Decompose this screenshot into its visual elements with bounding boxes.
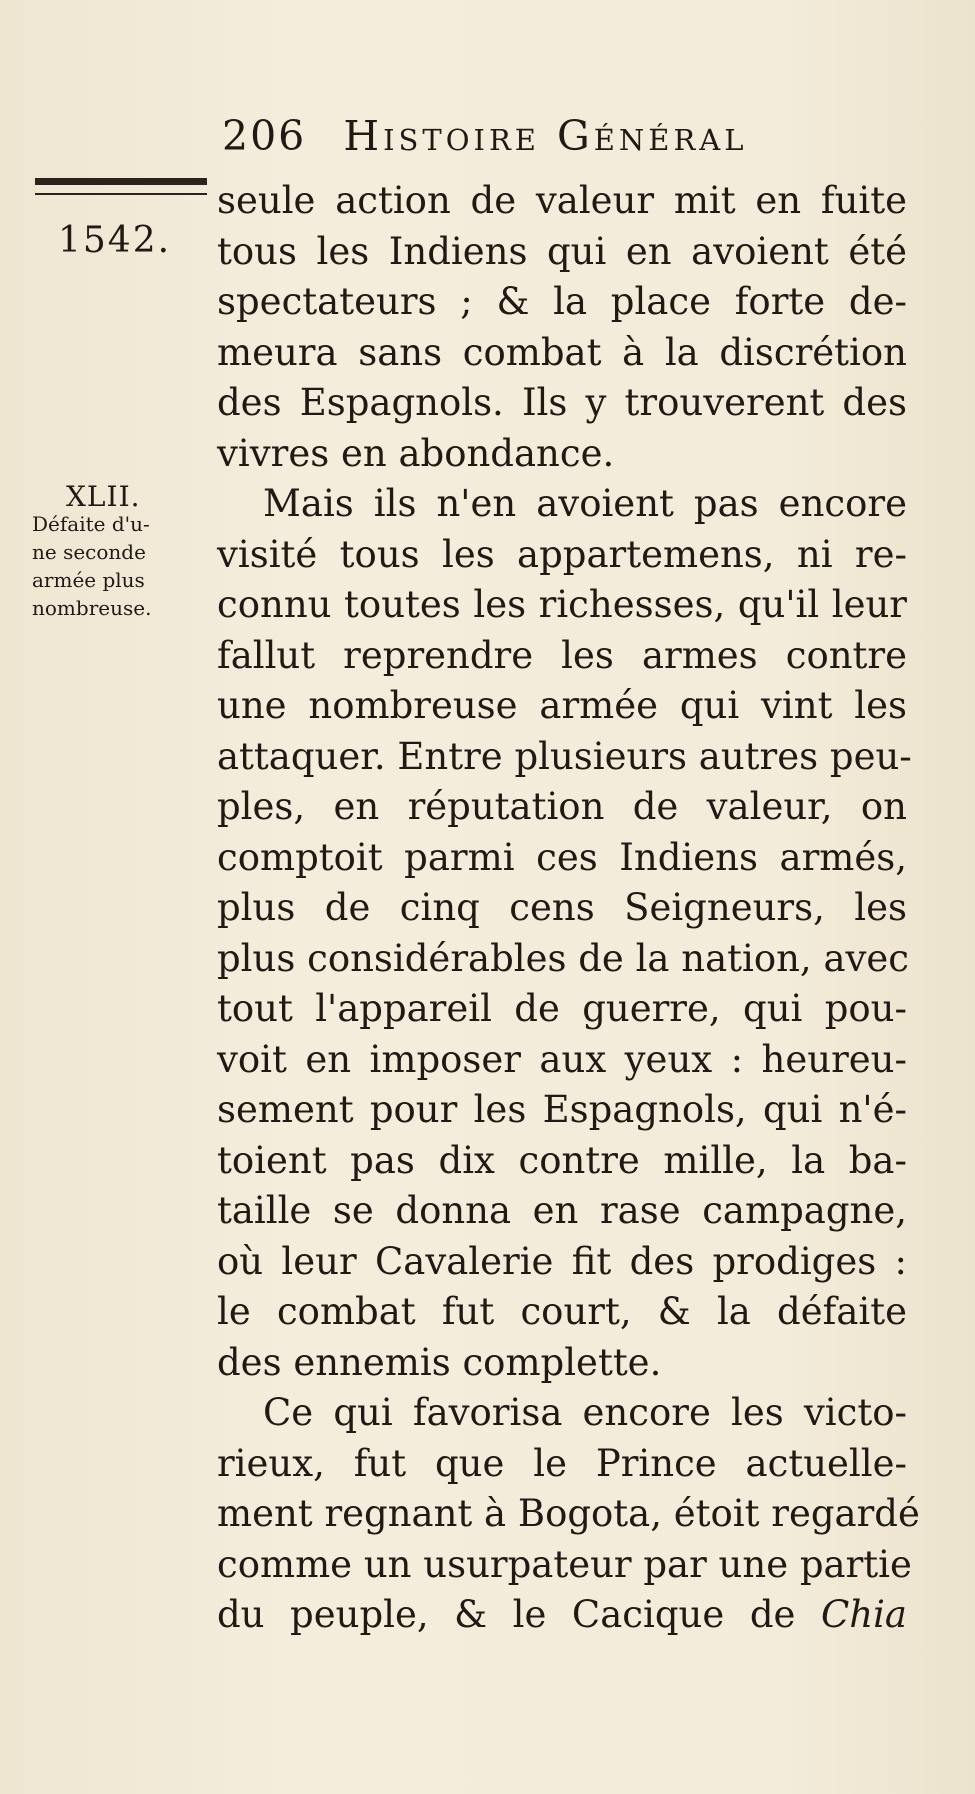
thin-rule — [35, 193, 207, 195]
text-line: comme un usurpateur par une partie — [217, 1542, 912, 1586]
text-line: rieux, fut que le Prince actuelle- — [217, 1441, 907, 1485]
margin-rule — [35, 178, 207, 198]
text-line: seule action de valeur mit en fuite — [217, 179, 907, 222]
text-line: visité tous les appartemens, ni re- — [217, 532, 907, 576]
text-line: toient pas dix contre mille, la ba- — [217, 1138, 907, 1182]
body-text — [217, 176, 920, 1641]
text-line: tous les Indiens qui en avoient été — [217, 229, 907, 273]
text-line: comptoit parmi ces Indiens armés, — [217, 835, 907, 879]
margin-note — [32, 510, 212, 622]
text-line: ment regnant à Bogota, étoit regardé — [217, 1492, 920, 1535]
text-line: Ce qui favorisa encore les victo- — [263, 1391, 907, 1434]
margin-note-line: armée plus — [32, 568, 145, 592]
margin-year: 1542. — [58, 220, 172, 261]
text-line: où leur Cavalerie fit des prodiges : — [217, 1239, 907, 1283]
text-line: plus considérables de la nation, avec — [217, 936, 910, 980]
text-line: sement pour les Espagnols, qui n'é- — [217, 1088, 907, 1131]
text-line: attaquer. Entre plusieurs autres peu- — [217, 734, 912, 778]
text-line: spectateurs ; & la place forte de- — [217, 280, 907, 323]
final-line-italic: Chia — [820, 1593, 907, 1636]
text-line: vivres en abondance. — [217, 431, 615, 475]
text-line: fallut reprendre les armes contre — [217, 633, 907, 677]
text-line: connu toutes les richesses, qu'il leur — [217, 583, 907, 626]
page-number: 206 — [222, 112, 307, 160]
text-line: des ennemis complette. — [217, 1340, 662, 1384]
text-line: le combat fut court, & la défaite — [217, 1290, 907, 1333]
text-line: plus de cinq cens Seigneurs, les — [217, 886, 907, 929]
running-title: Histoire Général — [343, 112, 748, 160]
margin-note-line: ne seconde — [32, 540, 146, 564]
text-line: voit en imposer aux yeux : heureu- — [217, 1037, 907, 1081]
text-line-final — [217, 1590, 907, 1641]
text-line: tout l'appareil de guerre, qui pou- — [217, 987, 907, 1030]
final-line-text: du peuple, & le Cacique de — [217, 1593, 796, 1636]
text-line: des Espagnols. Ils y trouverent des — [217, 381, 907, 424]
margin-note-line: nombreuse. — [32, 596, 152, 620]
text-line: ples, en réputation de valeur, on — [217, 785, 907, 828]
margin-note-line: Défaite d'u- — [32, 512, 150, 536]
text-line: taille se donna en rase campagne, — [217, 1189, 907, 1232]
running-head — [222, 112, 922, 160]
section-number: XLII. — [66, 480, 141, 513]
text-line: une nombreuse armée qui vint les — [217, 684, 907, 727]
thick-rule — [35, 178, 207, 185]
text-line: meura sans combat à la discrétion — [217, 330, 907, 374]
text-line: Mais ils n'en avoient pas encore — [263, 482, 907, 525]
